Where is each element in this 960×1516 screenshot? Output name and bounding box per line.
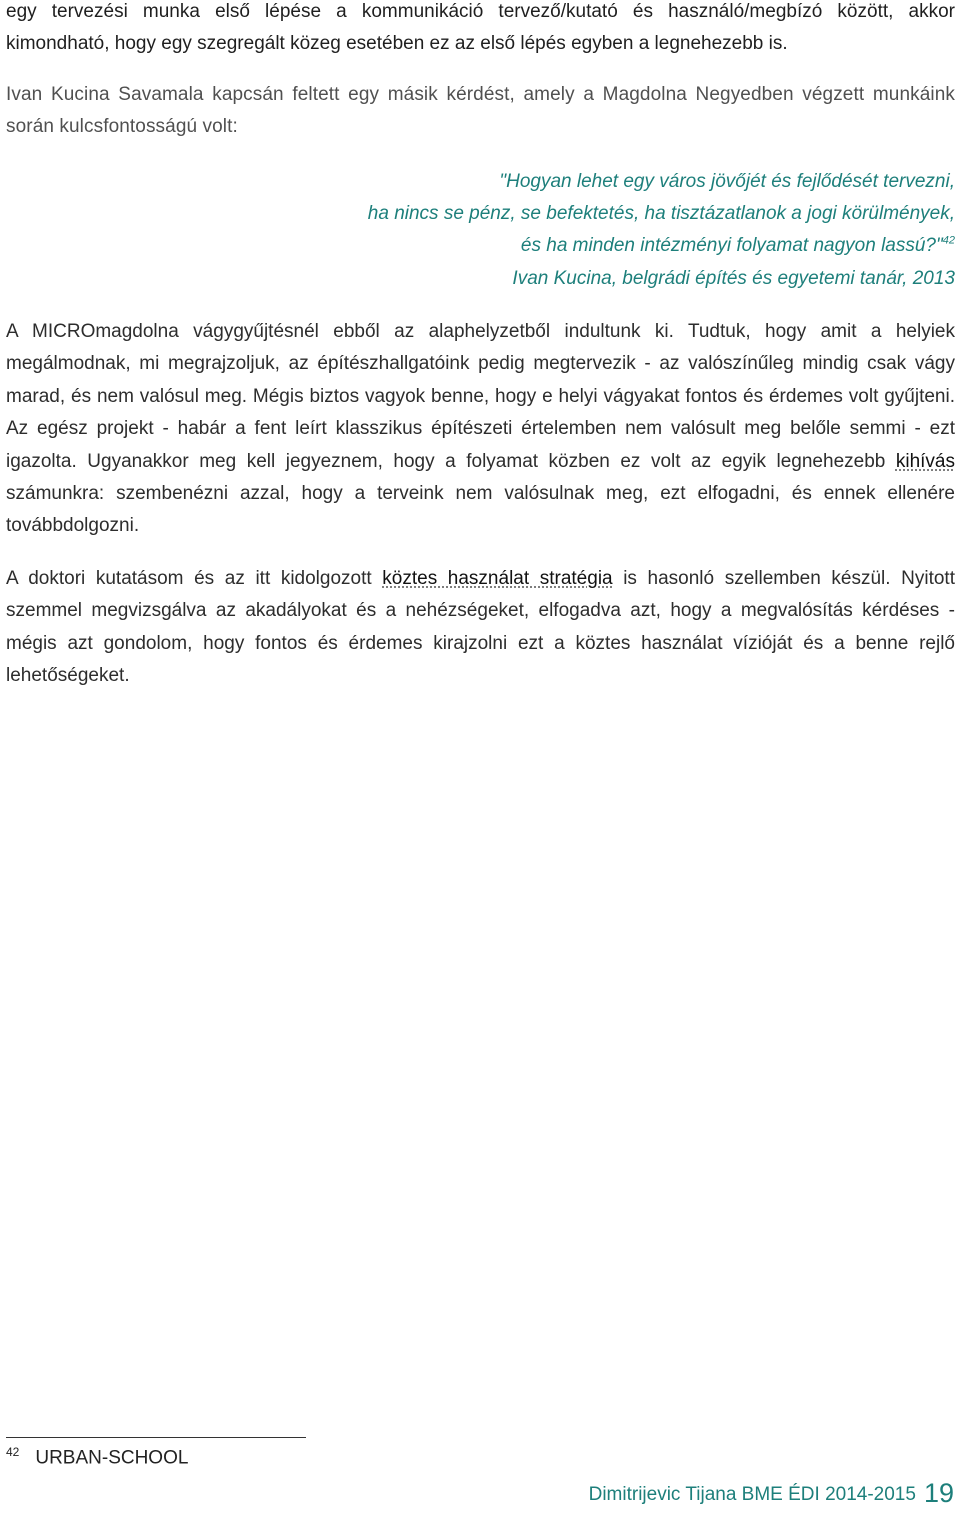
quote-line-3-text: és ha minden intézményi folyamat nagyon lassú?" — [520, 235, 943, 256]
doc-text-part-1: A doktori kutatásom és az itt kidolgozott — [6, 568, 383, 589]
main-text-part-2: számunkra: szembenézni azzal, hogy a terveink nem valósulnak meg, ezt elfogadni, és ennek ellenére továbbdolgozni. — [6, 483, 955, 537]
quote-attribution: Ivan Kucina, belgrádi építés és egyetemi tanár, 2013 — [512, 268, 955, 289]
quote-line-2: ha nincs se pénz, se befektetés, ha tisztázatlanok a jogi körülmények, — [367, 203, 955, 224]
footnote-number: 42 — [6, 1445, 20, 1459]
footnote-separator — [6, 1437, 306, 1438]
page-number: 19 — [923, 1478, 954, 1508]
doctoral-research-paragraph — [6, 563, 955, 693]
main-text-part-1: A MICROmagdolna vágygyűjtésnél ebből az alaphelyzetből indultunk ki. Tudtuk, hogy amit a helyiek megálmodnak, mi megrajzoljuk, az építészhallgatóink pedig megtervezik - az valószínűleg mindig csak vágy marad, és nem valósul meg. Mégis biztos vagyok benne, hogy e helyi vágyakat fontos és érdemes volt gyűjteni. Az egész projekt - habár a fent leírt klasszikus építészeti értelemben nem valósult meg belőle semmi - ezt igazolta. Ugyanakkor meg kell jegyeznem, hogy a folyamat közben ez volt az egyik legnehezebb — [6, 321, 955, 472]
intro-paragraph: egy tervezési munka első lépése a kommunikáció tervező/kutató és használó/megbízó között, akkor kimondható, hogy egy szegregált közeg esetében ez az első lépés egyben a legnehezebb is. — [6, 1, 955, 55]
question-intro-paragraph: Ivan Kucina Savamala kapcsán feltett egy másik kérdést, amely a Magdolna Negyedben végzett munkáink során kulcsfontosságú volt: — [6, 84, 955, 138]
quote-line-1: "Hogyan lehet egy város jövőjét és fejlődését tervezni, — [499, 171, 955, 192]
micromagdolna-paragraph — [6, 316, 955, 543]
footnote-text: URBAN-SCHOOL — [35, 1447, 189, 1469]
highlighted-term-strategy: köztes használat stratégia — [382, 568, 613, 589]
footnote — [6, 1445, 188, 1469]
page-footer — [589, 1478, 954, 1509]
block-quote — [235, 166, 955, 262]
footer-text: Dimitrijevic Tijana BME ÉDI 2014-2015 — [588, 1484, 916, 1505]
highlighted-term-kihivas: kihívás — [895, 450, 955, 472]
footnote-reference[interactable]: 42 — [942, 234, 955, 247]
quote-line-3 — [235, 230, 955, 262]
doc-text-part-2: is hasonló szellemben készül. Nyitott szemmel megvizsgálva az akadályokat és a nehézségeket, elfogadva azt, hogy a megvalósítás kérdéses - mégis azt gondolom, hogy fontos és érdemes kirajzolni ezt a köztes használat vízióját és a benne rejlő lehetőségeket. — [6, 568, 955, 687]
